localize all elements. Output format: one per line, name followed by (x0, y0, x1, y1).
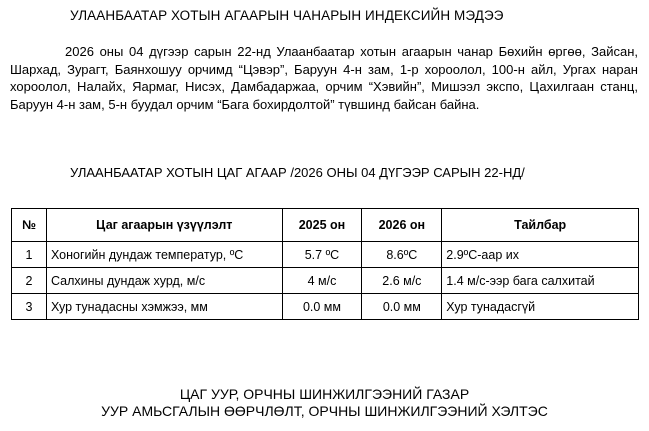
row-note: 1.4 м/с-ээр бага салхитай (442, 268, 639, 294)
row-indicator: Хоногийн дундаж температур, ºC (46, 242, 282, 268)
row-indicator: Хур тунадасны хэмжээ, мм (46, 294, 282, 320)
table-row (12, 268, 639, 294)
row-note: 2.9ºC-аар их (442, 242, 639, 268)
row-indicator: Салхины дундаж хурд, м/с (46, 268, 282, 294)
row-number: 1 (12, 242, 47, 268)
header-indicator: Цаг агаарын үзүүлэлт (46, 209, 282, 242)
row-note: Хур тунадасгүй (442, 294, 639, 320)
document-title: УЛААНБААТАР ХОТЫН АГААРЫН ЧАНАРЫН ИНДЕКСИЙН МЭДЭЭ (70, 8, 504, 23)
row-2025-value: 5.7 ºC (282, 242, 362, 268)
header-2025: 2025 он (282, 209, 362, 242)
footer-agency: ЦАГ УУР, ОРЧНЫ ШИНЖИЛГЭЭНИЙ ГАЗАР (179, 386, 470, 402)
table-row (12, 294, 639, 320)
table-row (12, 242, 639, 268)
header-note: Тайлбар (442, 209, 639, 242)
footer-department: УУР АМЬСГАЛЫН ӨӨРЧЛӨЛТ, ОРЧНЫ ШИНЖИЛГЭЭНИЙ ХЭЛТЭС (101, 403, 548, 419)
weather-title: УЛААНБААТАР ХОТЫН ЦАГ АГААР /2026 ОНЫ 04 ДҮГЭЭР САРЫН 22-НД/ (70, 165, 525, 180)
row-2026-value: 8.6ºC (362, 242, 442, 268)
row-2025-value: 4 м/с (282, 268, 362, 294)
row-number: 3 (12, 294, 47, 320)
row-2025-value: 0.0 мм (282, 294, 362, 320)
table-header-row (12, 209, 639, 242)
header-number: № (12, 209, 47, 242)
row-number: 2 (12, 268, 47, 294)
row-2026-value: 0.0 мм (362, 294, 442, 320)
row-2026-value: 2.6 м/с (362, 268, 442, 294)
weather-table (11, 208, 639, 320)
air-quality-paragraph: 2026 оны 04 дүгээр сарын 22-нд Улаанбаатар хотын агаарын чанар Бөхийн өргөө, Зайсан, Шархад, Зурагт, Баянхошуу орчимд “Цэвэр”, Баруун 4-н зам, 1-р хороолол, 100-н айл, Ургах наран хороолол, Налайх, Яармаг, Нисэх, Дамбадаржаа, орчим “Хэвийн”, Мишээл экспо, Цахилгаан станц, Баруун 4-н зам, 5-н буудал орчим “Бага бохирдолтой” түвшинд байсан байна. (10, 44, 638, 112)
header-2026: 2026 он (362, 209, 442, 242)
